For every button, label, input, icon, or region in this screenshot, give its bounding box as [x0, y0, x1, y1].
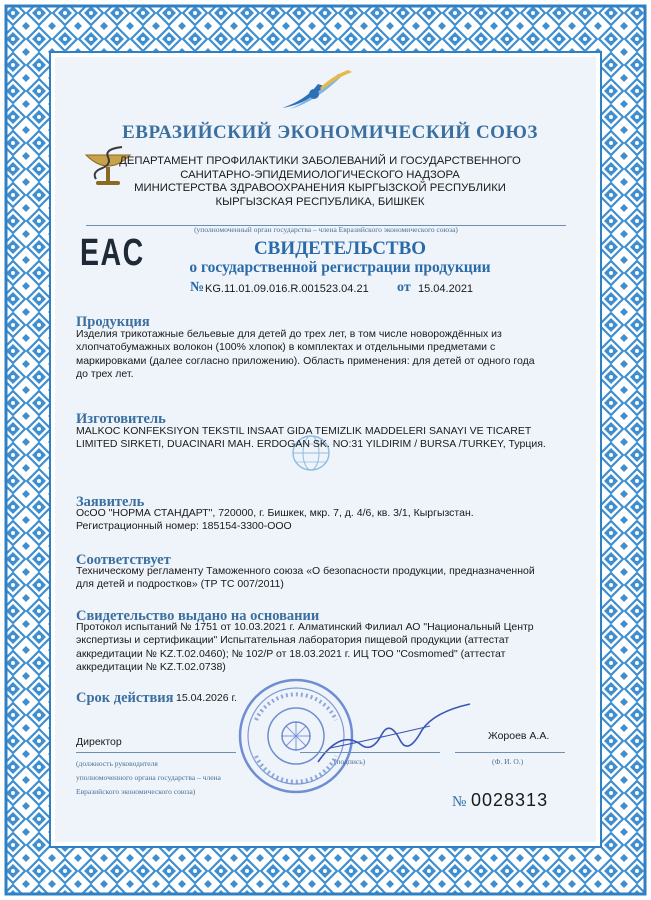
- conforms-line: Техническому регламенту Таможенного союза «О безопасности продукции, предназначенной: [76, 565, 535, 577]
- department-line: МИНИСТЕРСТВА ЗДРАВООХРАНЕНИЯ КЫРГЫЗСКОЙ РЕСПУБЛИКИ: [134, 182, 506, 194]
- validity-date: 15.04.2026 г.: [176, 692, 237, 704]
- basis-heading: Свидетельство выдано на основании: [76, 608, 320, 624]
- certificate-title: СВИДЕТЕЛЬСТВО: [253, 238, 427, 259]
- manufacturer-line: LIMITED SIRKETI, DUACINARI MAH. ERDOGAN SK. NO:31 YILDIRIM / BURSA /TURKEY, Турция.: [76, 438, 546, 451]
- registration-row: [190, 280, 480, 298]
- caption-line: (должность руководителя: [76, 759, 158, 768]
- product-line: маркировками (далее согласно приложению). Область применения: для детей от одного года: [76, 354, 535, 367]
- certificate-subtitle: о государственной регистрации продукции: [189, 259, 491, 276]
- product-line: Изделия трикотажные бельевые для детей до трех лет, в том числе новорождённых из: [76, 328, 502, 340]
- eac-mark: EAC: [80, 232, 145, 274]
- signature-caption: (подпись): [334, 757, 366, 766]
- department-line: КЫРГЫЗСКАЯ РЕСПУБЛИКА, БИШКЕК: [215, 195, 425, 208]
- conforms-line: для детей и подростков» (ТР ТС 007/2011): [76, 578, 284, 591]
- department-line: ДЕПАРТАМЕНТ ПРОФИЛАКТИКИ ЗАБОЛЕВАНИЙ И ГОСУДАРСТВЕННОГО: [119, 155, 521, 167]
- signature-line: [300, 752, 440, 753]
- basis-line: аккредитации № KZ.T.02.0460); № 102/P от 18.03.2021 г. ИЦ ТОО "Cosmomed" (аттестат: [76, 647, 506, 660]
- conforms-text: [76, 565, 581, 592]
- date-label: от: [397, 280, 411, 295]
- position-line: [76, 752, 236, 753]
- name-caption: (Ф. И. О.): [492, 757, 524, 766]
- basis-line: экспертизы и сертификации" Испытательная лаборатория пищевой продукции (аттестат: [76, 634, 510, 647]
- director-position: Директор: [76, 736, 122, 748]
- issue-date: 15.04.2021: [418, 283, 474, 295]
- validity-label: Срок действия: [76, 690, 174, 706]
- eaeu-emblem-icon: [278, 68, 358, 112]
- director-name: Жороев А.А.: [488, 730, 550, 742]
- number-label: №: [190, 280, 205, 295]
- manufacturer-text: [76, 425, 581, 452]
- form-number-label: №: [452, 794, 467, 810]
- product-heading: Продукция: [76, 314, 150, 330]
- manufacturer-heading: Изготовитель: [76, 411, 166, 427]
- basis-line: аккредитации № KZ.T.02.0738): [76, 660, 226, 673]
- department-line: САНИТАРНО-ЭПИДЕМИОЛОГИЧЕСКОГО НАДЗОРА: [180, 168, 460, 181]
- product-text: [76, 328, 576, 381]
- conforms-heading: Соответствует: [76, 552, 171, 568]
- registration-number: KG.11.01.09.016.R.001523.04.21: [205, 283, 369, 295]
- authority-caption: (уполномоченный орган государства – члена Евразийского экономического союза): [194, 225, 458, 234]
- caption-line: уполномоченного органа государства – члена: [76, 773, 221, 782]
- product-line: до трех лет.: [76, 367, 134, 380]
- applicant-text: [76, 507, 576, 534]
- name-line: [455, 752, 565, 753]
- product-line: хлопчатобумажных волокон (100% хлопок) в комплектах и отдельными предметами с: [76, 341, 496, 354]
- applicant-line: Регистрационный номер: 185154-3300-ООО: [76, 520, 292, 533]
- department-block: [110, 155, 530, 209]
- organization-name: ЕВРАЗИЙСКИЙ ЭКОНОМИЧЕСКИЙ СОЮЗ: [122, 122, 538, 143]
- form-number: 0028313: [471, 790, 549, 810]
- position-caption: [76, 757, 256, 799]
- basis-text: [76, 621, 581, 674]
- caption-line: Евразийского экономического союза): [76, 787, 196, 796]
- form-number-block: [452, 790, 582, 814]
- basis-line: Протокол испытаний № 1751 от 10.03.2021 г. Алматинский Филиал АО "Национальный Центр: [76, 621, 534, 633]
- manufacturer-line: MALKOC KONFEKSIYON TEKSTIL INSAAT GIDA TEMIZLIK MADDELERI SANAYI VE TICARET: [76, 425, 532, 437]
- applicant-line: ОсОО "НОРМА СТАНДАРТ", 720000, г. Бишкек, мкр. 7, д. 4/6, кв. 3/1, Кыргызстан.: [76, 507, 474, 519]
- applicant-heading: Заявитель: [76, 494, 145, 510]
